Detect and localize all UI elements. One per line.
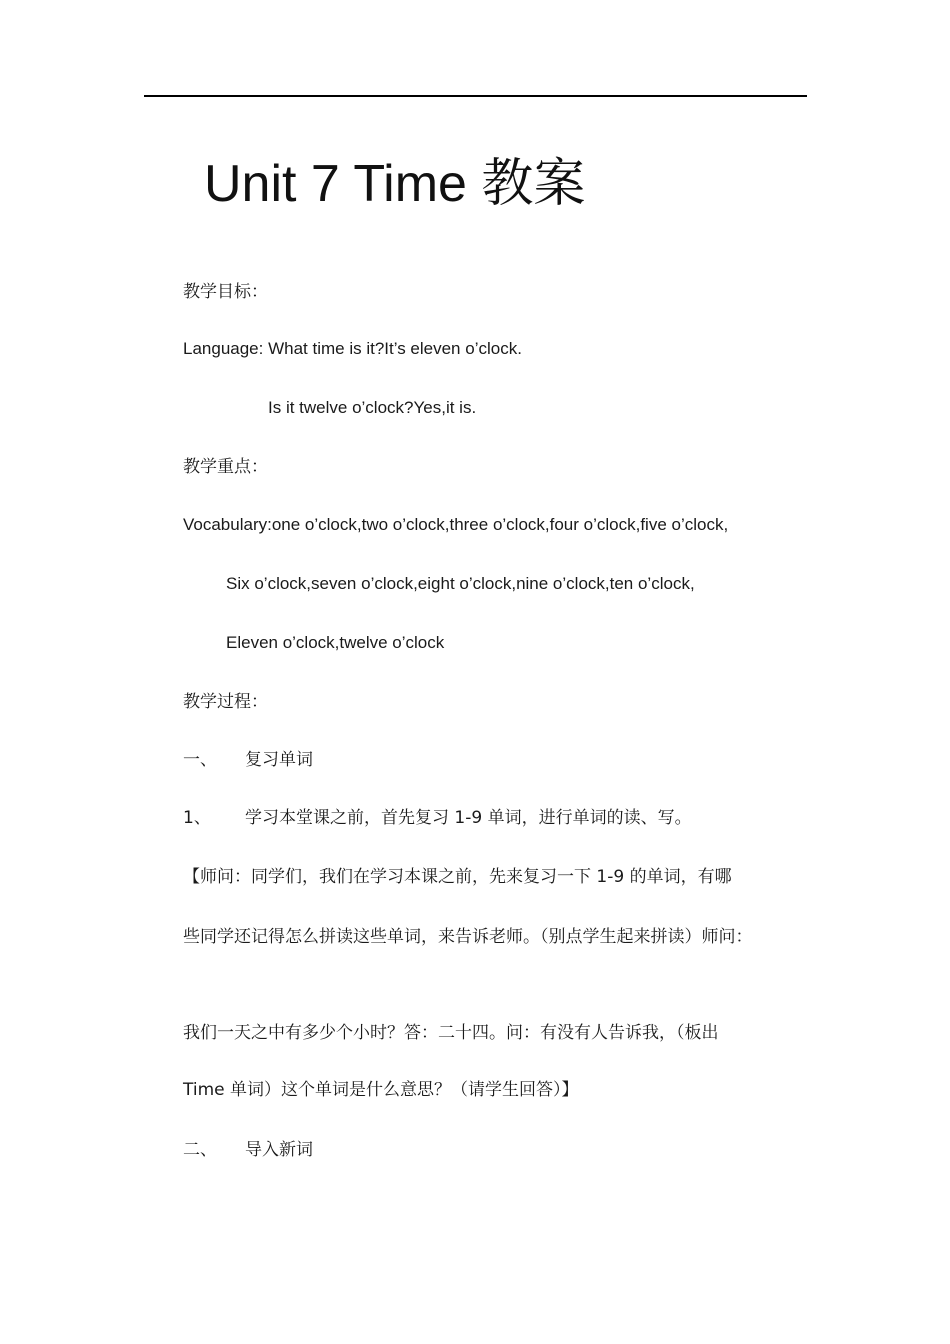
header-rule — [144, 95, 807, 97]
section-1-title: 复习单词 — [245, 750, 313, 770]
vocabulary-line-3: Eleven o’clock,twelve o’clock — [226, 633, 445, 652]
title-chinese: 教案 — [481, 154, 586, 214]
section-2-title: 导入新词 — [245, 1140, 313, 1160]
dialogue-line-3: 我们一天之中有多少个小时？答：二十四。问：有没有人告诉我，（板出 — [183, 1023, 719, 1043]
section-1-marker: 一、 — [183, 750, 217, 770]
section-2-marker: 二、 — [183, 1140, 217, 1160]
page-title — [204, 148, 585, 220]
title-english: Unit 7 Time — [204, 155, 482, 213]
objectives-heading: 教学目标： — [183, 282, 268, 302]
language-line-2: Is it twelve o’clock?Yes,it is. — [268, 398, 477, 417]
language-line-1: Language: What time is it?It’s eleven o’clock. — [183, 339, 522, 358]
step-1-text: 学习本堂课之前，首先复习 1-9 单词，进行单词的读、写。 — [245, 808, 692, 828]
section-1-heading — [183, 747, 313, 773]
vocabulary-line-1: Vocabulary:one o’clock,two o’clock,three o’clock,four o’clock,five o’clock, — [183, 515, 729, 534]
dialogue-line-2: 些同学还记得怎么拼读这些单词，来告诉老师。（别点学生起来拼读）师问： — [183, 927, 753, 947]
step-1-marker: 1、 — [183, 808, 211, 828]
section-2-heading — [183, 1137, 313, 1163]
step-1 — [183, 805, 692, 831]
vocabulary-line-2: Six o’clock,seven o’clock,eight o’clock,nine o’clock,ten o’clock, — [226, 574, 695, 593]
dialogue-line-4: Time 单词）这个单词是什么意思？（请学生回答）】 — [183, 1080, 579, 1100]
process-heading: 教学过程： — [183, 692, 268, 712]
key-points-heading: 教学重点： — [183, 457, 268, 477]
dialogue-line-1: 【师问：同学们，我们在学习本课之前，先来复习一下 1-9 的单词，有哪 — [183, 867, 732, 887]
